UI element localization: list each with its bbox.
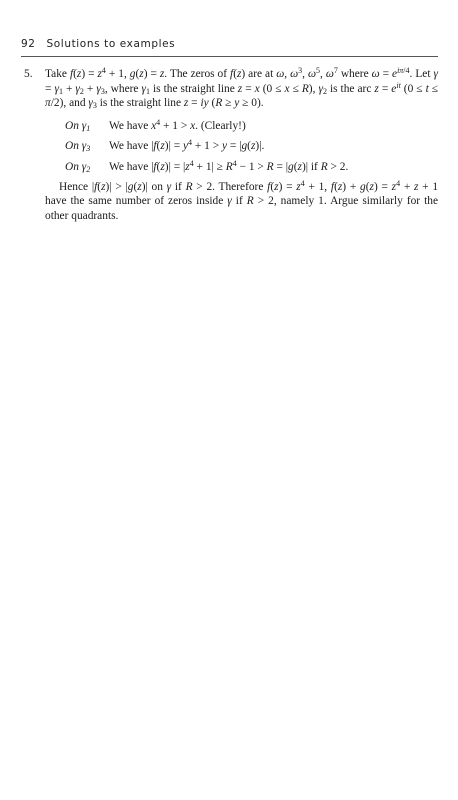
running-head (21, 38, 175, 50)
exercise-body (45, 67, 438, 223)
header-rule (21, 56, 438, 57)
case-text: We have $|f(z)| = |z^4 + 1| \ge R^4 - 1 > R = |g(z)|$ if R > 2. (109, 158, 349, 173)
case-gamma-3 (65, 139, 438, 154)
case-text: We have $x^4 + 1 > x$. (Clearly!) (109, 117, 246, 132)
conclusion-paragraph: Hence |f(z)| > |g(z)| on γ if R > 2. Therefore $f(z) = z^4 + 1$, $f(z) + g(z) = z^4 + z + 1$ have the same number of zeros inside γ if R > 2, namely 1. Argue similarly for the other quadrants. (45, 178, 439, 222)
running-title: Solutions to examples (46, 38, 176, 50)
case-label: On $\gamma_2$ (65, 160, 91, 174)
exercise-solution (21, 67, 438, 223)
case-gamma-2 (65, 160, 438, 175)
page-number: 92 (21, 38, 36, 50)
case-text: We have $|f(z)| = y^4 + 1 > y = |g(z)|$. (109, 138, 265, 153)
solution-paragraph: Take $f(z) = z^4 + 1$, g(z) = z. The zeros of f(z) are at ω, $\omega^3$, $\omega^5$, $\omega^7$ where $\omega = e^{i\pi/4}$. Let $\gamma = \gamma_1 + \gamma_2 + \gamma_3$, where $\gamma_1$ is the straight line z = x (0 ≤ x ≤ R), $\gamma_2$ is the arc $z = e^{it}$ (0 ≤ t ≤ π/2), and $\gamma_3$ is the straight line z = iy (R ≥ y ≥ 0). (45, 66, 438, 111)
case-label: On $\gamma_1$ (65, 119, 91, 133)
exercise-number: 5. (24, 68, 33, 80)
case-label: On $\gamma_3$ (65, 140, 91, 154)
case-gamma-1 (65, 119, 438, 134)
